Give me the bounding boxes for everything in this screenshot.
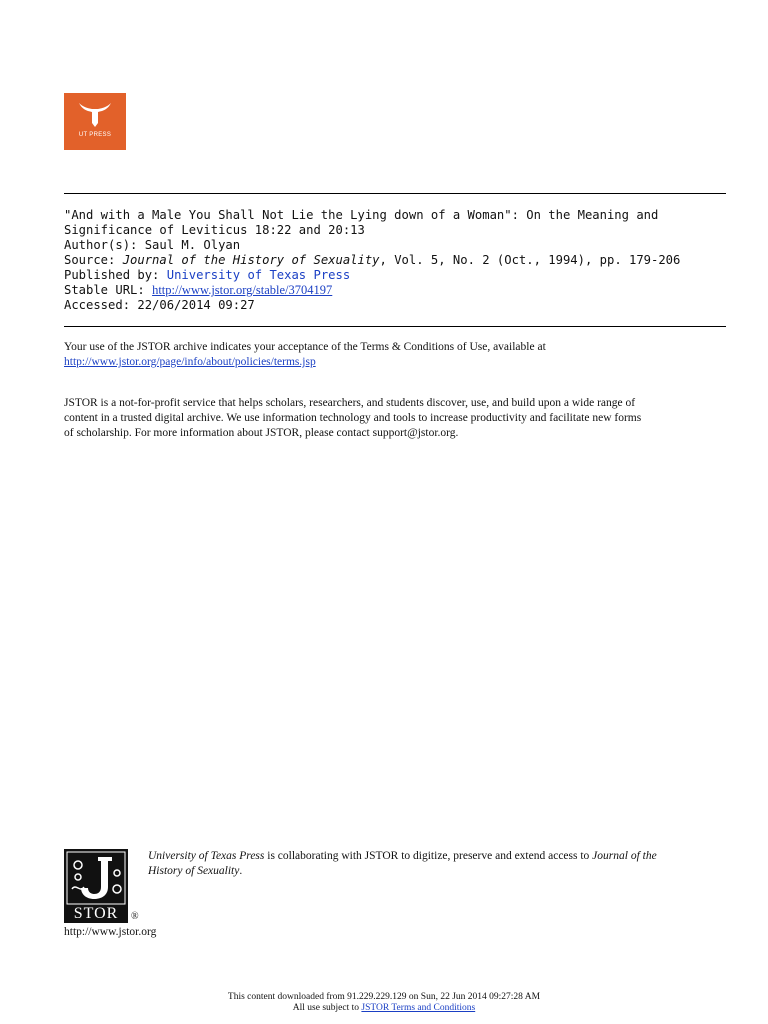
about-jstor [64,396,754,441]
top-rule [64,193,726,194]
authors: Author(s): Saul M. Olyan [64,238,241,252]
accessed-date: Accessed: 22/06/2014 09:27 [64,298,255,312]
terms-text: Your use of the JSTOR archive indicates your acceptance of the Terms & Conditions of Use, available at [64,341,546,353]
jstor-logo-text: STOR [73,905,119,922]
ut-press-logo [64,93,126,150]
about-line-3: of scholarship. For more information about JSTOR, please contact support@jstor.org. [64,427,459,439]
download-info: This content downloaded from 91.229.229.129 on Sun, 22 Jun 2014 09:27:28 AM [227,992,541,1002]
source-line: Source: Journal of the History of Sexuality, Vol. 5, No. 2 (Oct., 1994), pp. 179-206 [64,253,681,267]
middle-rule [64,326,726,327]
collab-publisher: University of Texas Press [148,850,265,862]
stable-url-link[interactable]: http://www.jstor.org/stable/3704197 [152,283,333,297]
download-footer: This content downloaded from 91.229.229.129 on Sun, 22 Jun 2014 09:27:28 AM All use subject to JSTOR Terms and Conditions [150,992,618,1014]
stable-url-line: Stable URL: http://www.jstor.org/stable/3704197 [64,283,333,297]
article-title-line-1: "And with a Male You Shall Not Lie the Lying down of a Woman": On the Meaning and [64,208,659,222]
terms-link[interactable]: http://www.jstor.org/page/info/about/policies/terms.jsp [64,356,316,368]
jstor-terms-link[interactable]: JSTOR Terms and Conditions [361,1003,476,1013]
collaboration-statement: University of Texas Press is collaborating with JSTOR to digitize, preserve and extend access to Journal of the History of Sexuality. [148,850,657,877]
publisher-link[interactable]: University of Texas Press [166,268,351,282]
jstor-j-ornament-icon [64,849,128,905]
collab-journal-part-2: History of Sexuality [148,865,240,877]
article-title-line-2: Significance of Leviticus 18:22 and 20:13 [64,223,365,237]
terms-notice [64,340,744,370]
ut-press-logo-text: UT PRESS [78,132,112,138]
longhorn-icon [77,101,113,131]
jstor-url[interactable]: http://www.jstor.org [64,926,157,938]
about-line-1: JSTOR is a not-for-profit service that helps scholars, researchers, and students discover, use, and build upon a wide range of [64,397,636,409]
collab-journal-part-1: Journal of the [592,850,657,862]
jstor-logo [64,849,128,923]
citation-block [64,208,744,313]
published-by-line: Published by: University of Texas Press [64,268,351,282]
about-line-2: content in a trusted digital archive. We use information technology and tools to increase productivity and facilitate new forms [64,412,642,424]
source-journal: Journal of the History of Sexuality [122,253,380,267]
registered-mark: ® [131,911,139,922]
